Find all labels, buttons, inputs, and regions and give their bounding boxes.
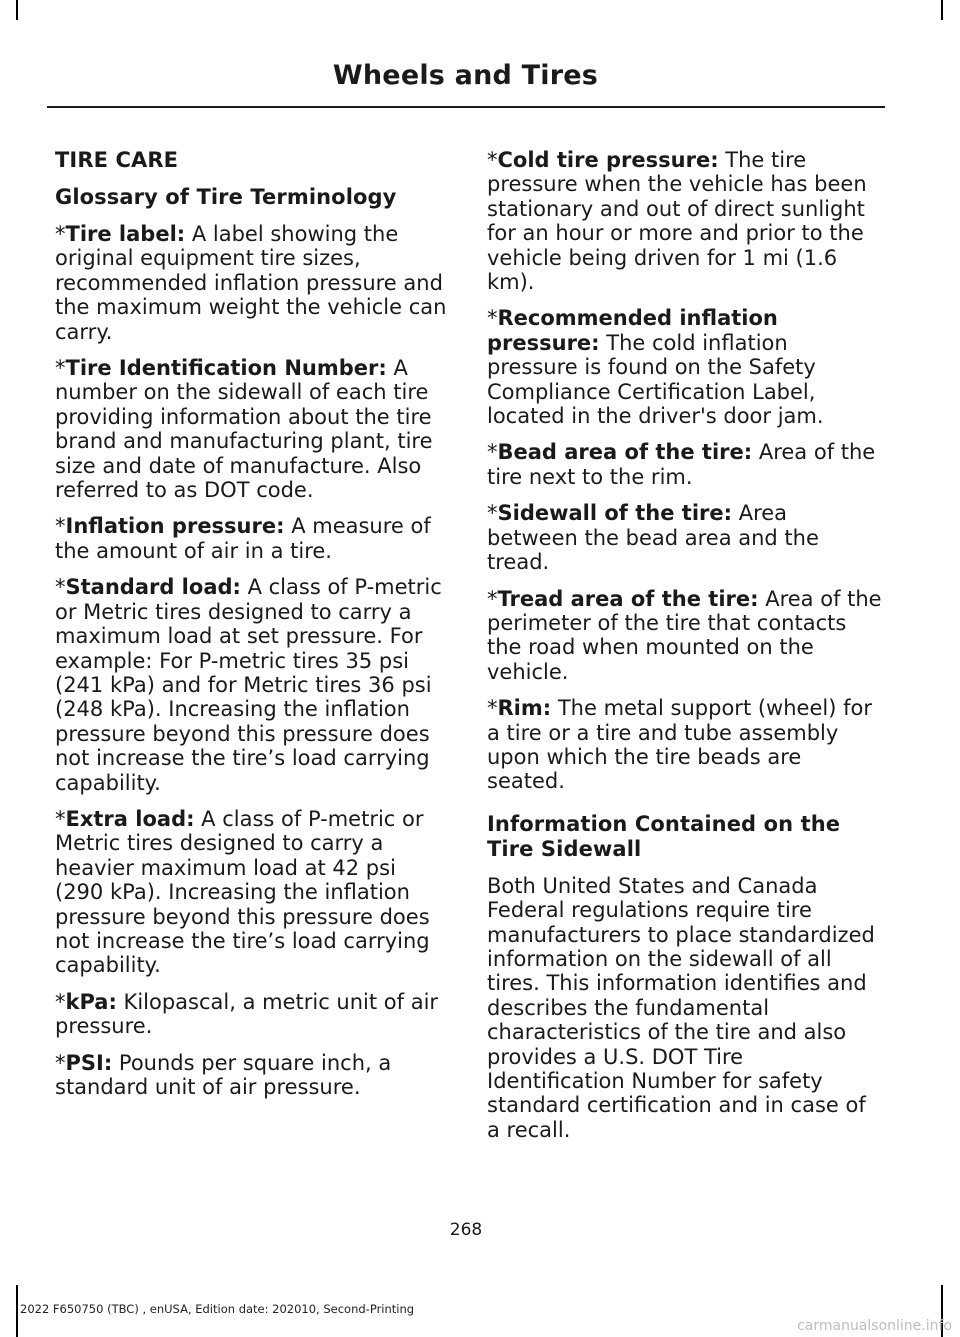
entry-text: Kilopascal, a metric unit of air pressure. — [55, 989, 439, 1039]
entry-text: Pounds per square inch, a standard unit of air pressure. — [55, 1050, 392, 1099]
entry-text: A number on the sidewall of each tire providing information about the tire brand and manufacturing plant, tire size and date of manufacture. Also referred to as DOT code. — [55, 356, 433, 503]
entry-text: Area between the bead area and the tread. — [487, 501, 819, 575]
entry-star: * — [487, 696, 498, 721]
right-column — [487, 148, 882, 1154]
entry-star: * — [55, 989, 66, 1014]
entry-term: Extra load: — [65, 806, 195, 831]
entry-text: A label showing the original equipment tire sizes, recommended inflation pressure and the maximum weight the vehicle can carry. — [55, 222, 447, 344]
crop-mark-bottom-left — [16, 1285, 18, 1337]
entry-text: A measure of the amount of air in a tire. — [55, 514, 431, 563]
glossary-entry-recommended-inflation — [487, 306, 882, 428]
entry-text: A class of P-metric or Metric tires designed to carry a heavier maximum load at 42 psi (290 kPa). Increasing the inflation pressure beyond this pressure does not increase the tire’s load carrying capability. — [55, 806, 430, 978]
entry-term: Tire label: — [65, 222, 186, 246]
entry-term: Inflation pressure: — [65, 514, 285, 539]
entry-term: Recommended inflation pressure: — [487, 306, 778, 355]
entry-text: The tire pressure when the vehicle has been stationary and out of direct sunlight for an hour or more and prior to the vehicle being driven for 1 mi (1.6 km). — [487, 148, 867, 295]
glossary-entry-tire-label — [55, 222, 450, 344]
entry-term: Tread area of the tire: — [497, 586, 759, 611]
glossary-entry-tin — [55, 356, 450, 502]
crop-mark-top-right — [941, 0, 943, 20]
entry-text: Area of the perimeter of the tire that contacts the road when mounted on the vehicle. — [487, 586, 882, 684]
glossary-entry-bead-area — [487, 440, 882, 489]
entry-text: The cold inflation pressure is found on the Safety Compliance Certification Label, located in the driver's door jam. — [487, 330, 824, 429]
entry-term: Tire Identification Number: — [65, 356, 387, 381]
entry-star: * — [487, 501, 498, 526]
header-divider — [47, 106, 885, 108]
entry-star: * — [55, 575, 66, 600]
entry-text: The metal support (wheel) for a tire or a tire and tube assembly upon which the tire beads are seated. — [487, 696, 872, 794]
glossary-entry-psi — [55, 1051, 450, 1100]
entry-star: * — [55, 1050, 66, 1075]
entry-star: * — [487, 440, 498, 465]
entry-star: * — [55, 514, 66, 539]
glossary-entry-extra-load — [55, 807, 450, 978]
entry-star: * — [487, 148, 498, 172]
entry-text: Area of the tire next to the rim. — [487, 440, 876, 489]
entry-term: Standard load: — [65, 575, 241, 600]
glossary-entry-rim — [487, 696, 882, 794]
heading-tire-care: TIRE CARE — [55, 148, 179, 172]
sidewall-paragraph: Both United States and Canada Federal regulations require tire manufacturers to place standardized information on the sidewall of all tires. This information identifies and describes the fundamental characteristics of the tire and also provides a U.S. DOT Tire Identification Number for safety standard certification and in case of a recall. — [487, 873, 875, 1142]
glossary-entry-inflation-pressure — [55, 514, 450, 563]
entry-text: A class of P-metric or Metric tires designed to carry a maximum load at set pressure. For example: For P-metric tires 35 psi (241 kPa) and for Metric tires 36 psi (248 kPa). Increasing the inflation pressure beyond this pressure does not increase the tire’s load carrying capability. — [55, 575, 442, 795]
glossary-entry-kpa — [55, 990, 450, 1039]
entry-star: * — [487, 586, 498, 611]
glossary-entry-tread-area — [487, 587, 882, 685]
entry-term: Cold tire pressure: — [497, 148, 719, 172]
glossary-entry-cold-tire-pressure — [487, 148, 882, 294]
entry-term: Sidewall of the tire: — [497, 501, 733, 526]
entry-term: Rim: — [497, 696, 552, 721]
glossary-entry-sidewall — [487, 501, 882, 574]
glossary-entry-standard-load — [55, 575, 450, 795]
page-title: Wheels and Tires — [332, 60, 598, 91]
entry-star: * — [55, 222, 66, 246]
entry-star: * — [55, 356, 66, 381]
page-number: 268 — [449, 1220, 483, 1240]
entry-term: Bead area of the tire: — [497, 440, 753, 465]
watermark: carmanualsonline.info — [797, 1318, 952, 1334]
edition-info: 2022 F650750 (TBC) , enUSA, Edition date: 202010, Second-Printing — [20, 1302, 415, 1316]
left-column — [55, 148, 450, 1111]
heading-glossary: Glossary of Tire Terminology — [55, 185, 397, 209]
entry-term: kPa: — [65, 989, 117, 1014]
crop-mark-top-left — [16, 0, 18, 20]
entry-term: PSI: — [65, 1050, 113, 1075]
entry-star: * — [487, 306, 498, 331]
heading-sidewall-info: Information Contained on the Tire Sidewall — [487, 811, 841, 861]
entry-star: * — [55, 806, 66, 831]
